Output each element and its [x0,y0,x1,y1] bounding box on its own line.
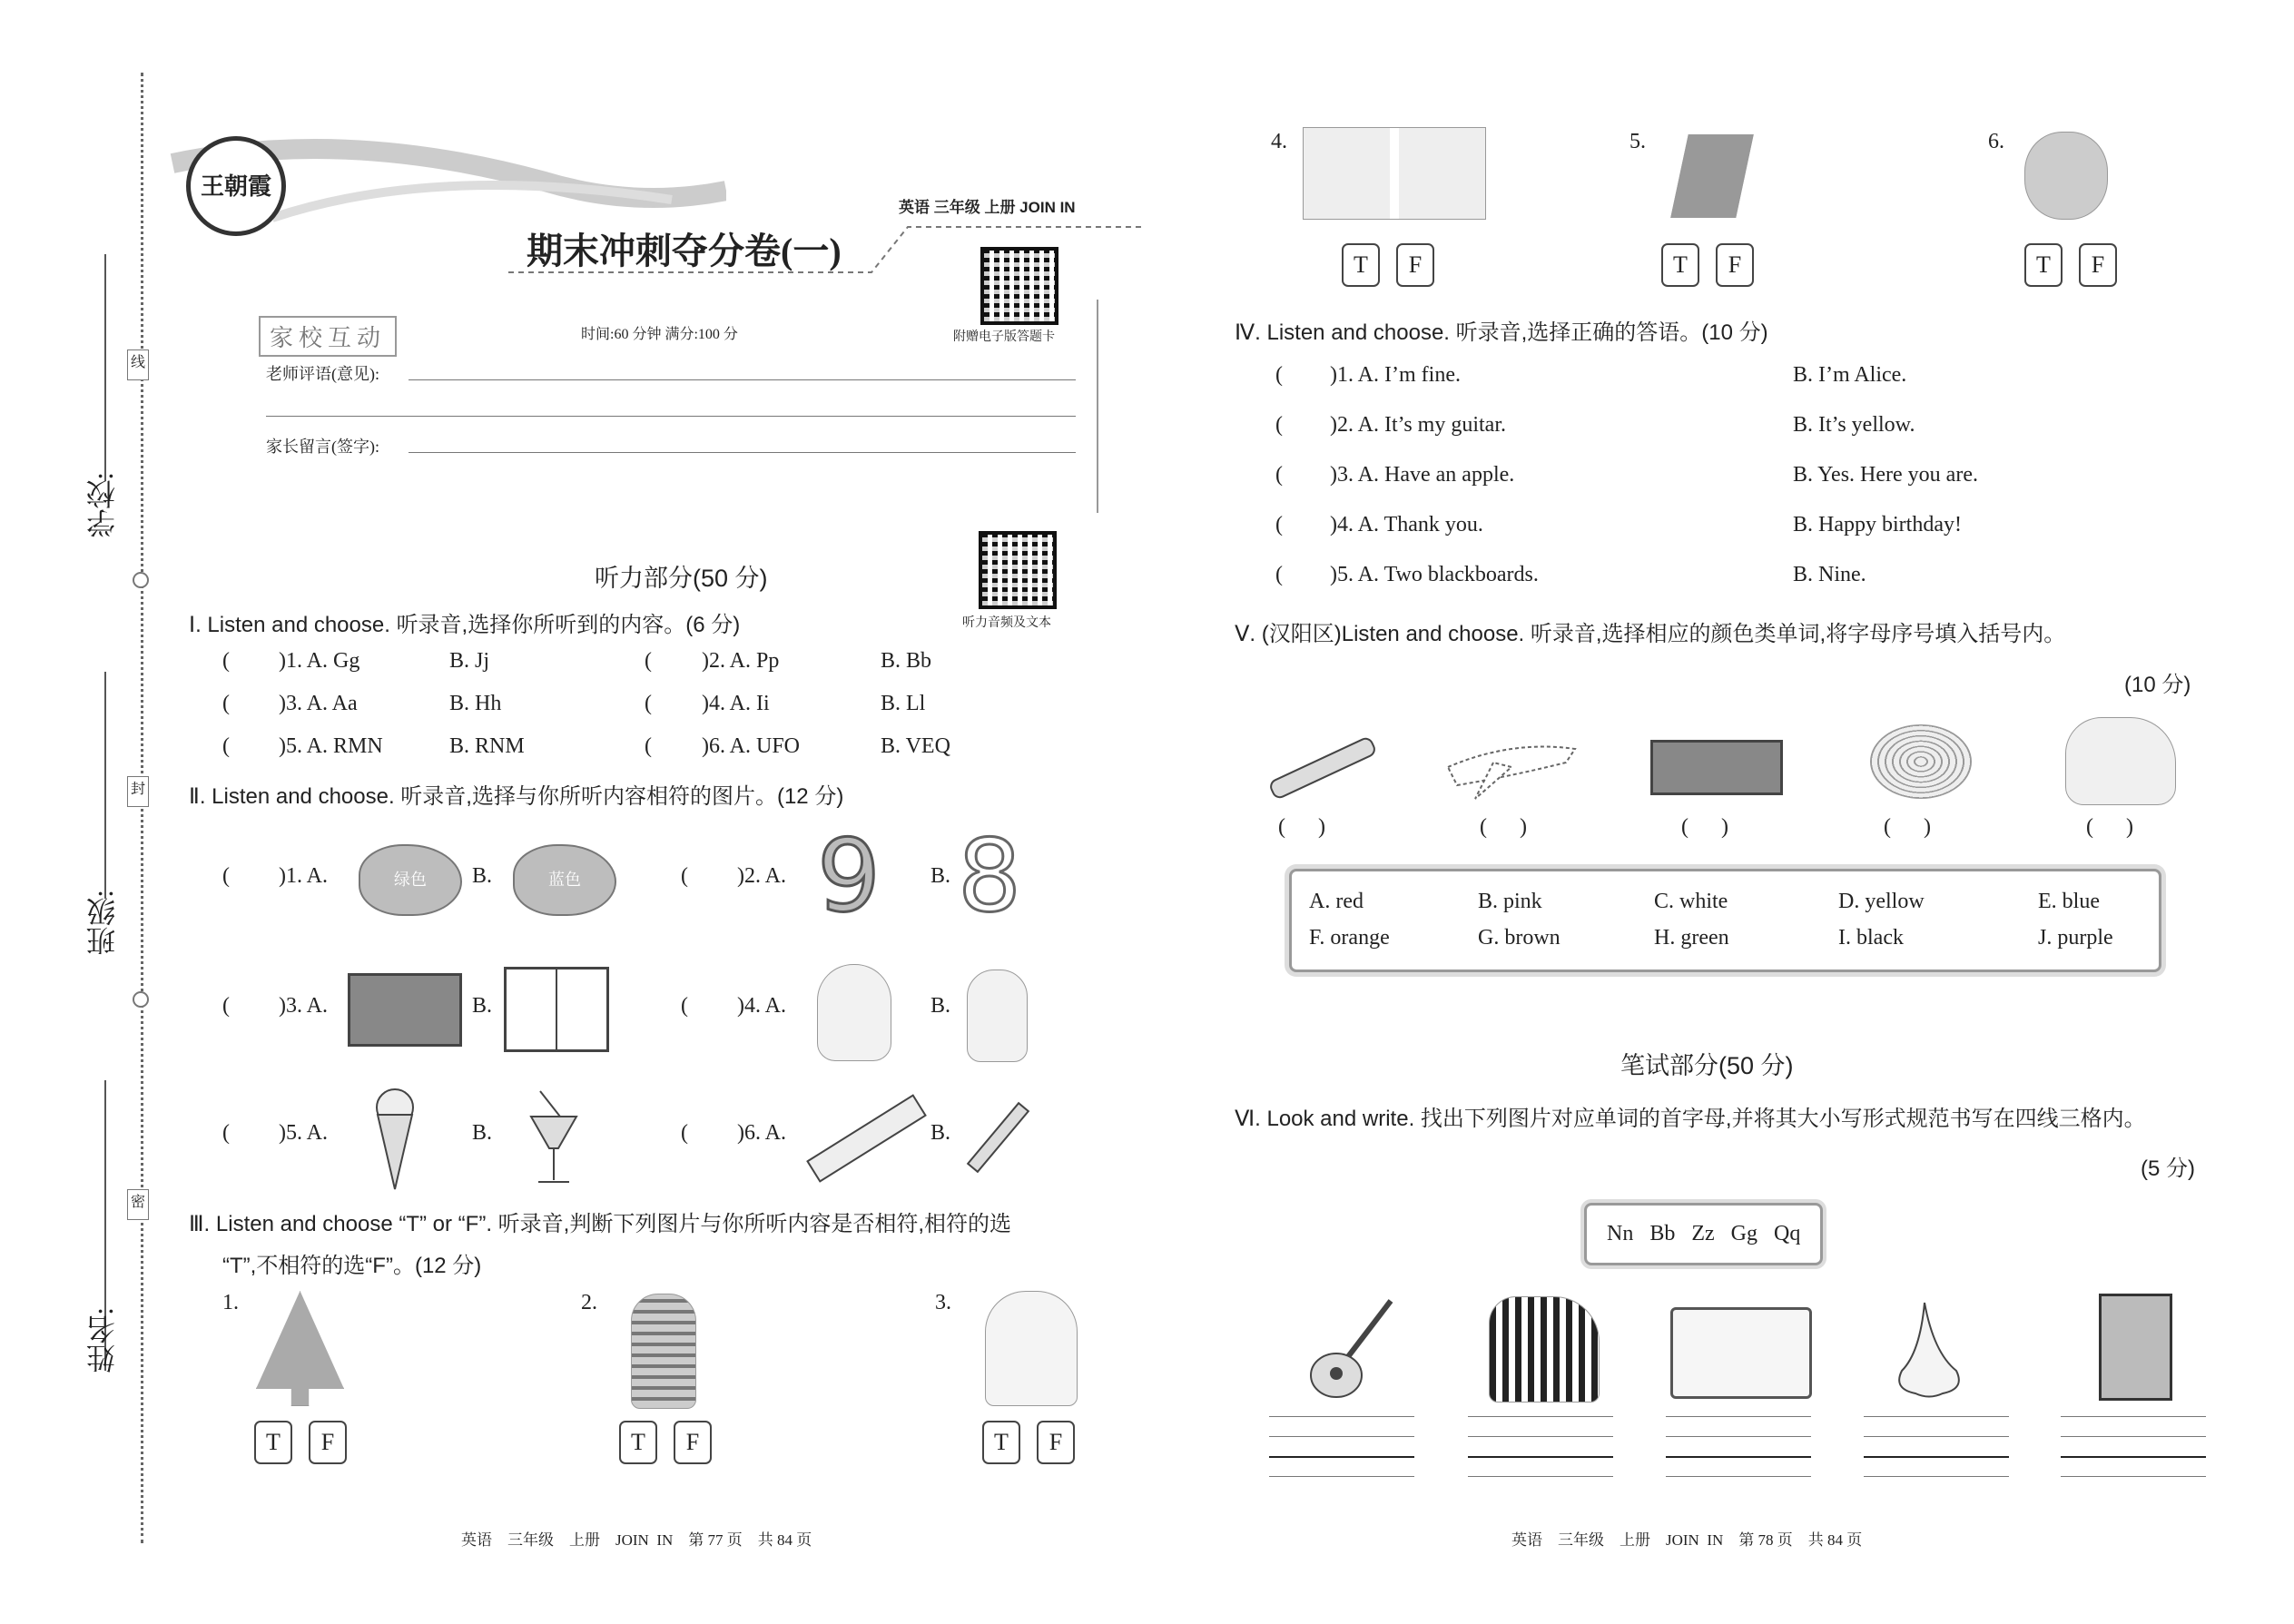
pencil-image [967,1102,1029,1173]
writing-grid-1[interactable] [1269,1416,1414,1478]
s3-num-2: 2. [581,1291,597,1314]
blackboard-image [348,973,462,1047]
name-label: 姓名: [86,1307,119,1373]
s2-q4b: B. [930,994,951,1018]
s2-q1: )1. A. [279,864,328,888]
s3-num-5: 5. [1629,130,1646,153]
s1-q5: )5. A. RMN [279,734,383,758]
juice-image [522,1089,586,1189]
s4-q5a: )5. A. Two blackboards. [1330,563,1539,586]
teacher-comment-label: 老师评语(意见): [266,365,379,383]
seal-box-1: 线 [127,349,149,380]
s4-paren-2: ( [1275,413,1283,437]
exam-title: 期末冲刺夺分卷(一) [527,231,842,271]
s1-q3: )3. A. Aa [279,692,358,715]
opt-d: D. yellow [1838,890,1925,913]
opt-j: J. purple [2038,926,2113,950]
s2-q5b: B. [472,1121,493,1145]
opt-b: B. pink [1478,890,1542,913]
writing-grid-2[interactable] [1468,1416,1613,1478]
number-nine-image: 9 [817,818,881,934]
s3-q3-false[interactable]: F [1037,1421,1075,1464]
green-label: 绿色 [394,871,427,889]
blue-label: 蓝色 [548,871,581,889]
s1-q6: )6. A. UFO [702,734,801,758]
guitar-image [1300,1294,1400,1403]
s2-paren-3: ( [222,994,230,1018]
school-label: 学校: [86,472,119,538]
s2-paren-1: ( [222,864,230,888]
s1-q4b: B. Ll [881,692,926,715]
s5-paren-3[interactable]: ( ) [1681,815,1728,839]
parent-note-label: 家长留言(签字): [266,438,379,456]
pen-image [1267,735,1378,801]
s1-q3b: B. Hh [449,692,502,715]
s1-q2: )2. A. Pp [702,649,780,673]
punch-hole-1 [133,572,149,588]
s3-q2-false[interactable]: F [674,1421,712,1464]
seal-box-3: 密 [127,1189,149,1220]
s3-q5-false[interactable]: F [1716,243,1754,287]
binding-dotted-line [141,73,143,1543]
s4-paren-3: ( [1275,463,1283,487]
qr-caption-1: 附赠电子版答题卡 [953,330,1055,344]
s2-paren-5: ( [222,1121,230,1145]
section3-title-2: “T”,不相符的选“F”。(12 分) [222,1254,482,1278]
title-dash-line [508,209,1162,290]
s4-paren-4: ( [1275,513,1283,536]
qr-caption-2: 听力音频及文本 [962,616,1051,630]
s4-q3b: B. Yes. Here you are. [1793,463,1978,487]
written-title: 笔试部分(50 分) [1620,1052,1794,1079]
s5-paren-1[interactable]: ( ) [1278,815,1325,839]
s3-q4-false[interactable]: F [1396,243,1434,287]
s1-q1: )1. A. Gg [279,649,360,673]
s4-paren-5: ( [1275,563,1283,586]
bed-image [1670,1307,1812,1399]
zebra-image [1489,1296,1600,1403]
s2-q3: )3. A. [279,994,328,1018]
s1-q1b: B. Jj [449,649,490,673]
header-frame-right [1097,300,1098,513]
s4-q2a: )2. A. It’s my guitar. [1330,413,1506,437]
opt-c: C. white [1654,890,1728,913]
blue-paint-blot [513,844,616,916]
s3-q6-true[interactable]: T [2024,243,2063,287]
s4-q1a: )1. A. I’m fine. [1330,363,1461,387]
s3-q1-true[interactable]: T [254,1421,292,1464]
s2-q5: )5. A. [279,1121,328,1145]
s2-q6b: B. [930,1121,951,1145]
section1-title: Ⅰ. Listen and choose. 听录音,选择你所听到的内容。(6 分) [189,613,741,637]
home-school-badge: 家校互动 [259,316,397,357]
s3-num-4: 4. [1271,130,1287,153]
class-label: 班级: [86,890,119,956]
s3-q3-true[interactable]: T [982,1421,1020,1464]
s2-q2: )2. A. [737,864,786,888]
snowman-image [2024,132,2108,220]
s4-q4a: )4. A. Thank you. [1330,513,1483,536]
opt-a: A. red [1309,890,1364,913]
christmas-tree-image [256,1291,344,1406]
boy-reading-image [985,1291,1078,1406]
s5-paren-4[interactable]: ( ) [1884,815,1931,839]
punch-hole-2 [133,991,149,1008]
s2-paren-6: ( [681,1121,688,1145]
s4-paren-1: ( [1275,363,1283,387]
writing-grid-3[interactable] [1666,1416,1811,1478]
s3-num-6: 6. [1988,130,2004,153]
s2-q4: )4. A. [737,994,786,1018]
dog-image [817,964,891,1061]
book-image [1650,740,1783,795]
s3-num-1: 1. [222,1291,239,1314]
section6-score: (5 分) [2141,1156,2195,1181]
s4-q3a: )3. A. Have an apple. [1330,463,1515,487]
ruler-image [806,1094,927,1182]
time-score: 时间:60 分钟 满分:100 分 [581,327,738,342]
s3-q6-false[interactable]: F [2079,243,2117,287]
s2-q3b: B. [472,994,493,1018]
s3-q2-true[interactable]: T [619,1421,657,1464]
answer-sheet-qr[interactable] [980,247,1058,325]
right-page-footer: 英语 三年级 上册 JOIN IN 第 78 页 共 84 页 [1511,1531,1863,1549]
cat-image [967,969,1028,1062]
number-eight-image: 8 [958,818,1021,934]
logo-seal [186,136,286,236]
s2-paren-4: ( [681,994,688,1018]
seal-box-2: 封 [127,776,149,807]
binding-line-2 [104,672,106,899]
s5-paren-2[interactable]: ( ) [1480,815,1527,839]
opt-g: G. brown [1478,926,1561,950]
s4-q4b: B. Happy birthday! [1793,513,1962,536]
opt-e: E. blue [2038,890,2100,913]
binding-line-1 [104,254,106,481]
queen-card-image [2099,1294,2172,1401]
s3-q5-true[interactable]: T [1661,243,1699,287]
opt-i: I. black [1838,926,1904,950]
s3-q4-true[interactable]: T [1342,243,1380,287]
left-page-footer: 英语 三年级 上册 JOIN IN 第 77 页 共 84 页 [461,1531,812,1549]
section5-score: (10 分) [2124,673,2191,697]
color-options-box [1289,869,2161,972]
nose-image [1888,1298,1970,1403]
listening-title: 听力部分(50 分) [595,565,768,592]
s1-q5b: B. RNM [449,734,525,758]
desks-image [1303,127,1486,220]
section2-title: Ⅱ. Listen and choose. 听录音,选择与你所听内容相符的图片。(12 分) [189,784,844,809]
chocolate-image [1670,134,1754,218]
s5-paren-5[interactable]: ( ) [2086,815,2133,839]
section4-title: Ⅳ. Listen and choose. 听录音,选择正确的答语。(10 分) [1235,320,1768,345]
s4-q2b: B. It’s yellow. [1793,413,1915,437]
section5-title: Ⅴ. (汉阳区)Listen and choose. 听录音,选择相应的颜色类单词,将字母序号填入括号内。 [1235,622,2066,646]
s1-q4: )4. A. Ii [702,692,770,715]
letters-box: Nn Bb Zz Gg Qq [1584,1203,1823,1265]
section3-title-1: Ⅲ. Listen and choose “T” or “F”. 听录音,判断下列图片与你所听内容是否相符,相符的选 [189,1212,1011,1236]
s2-q2b: B. [930,864,951,888]
s4-q5b: B. Nine. [1793,563,1866,586]
writing-grid-5[interactable] [2061,1416,2206,1478]
opt-f: F. orange [1309,926,1390,950]
s4-q1b: B. I’m Alice. [1793,363,1907,387]
s2-q1b: B. [472,864,493,888]
logo-text: 王朝霞 [200,173,271,200]
book-tag: 英语 三年级 上册 JOIN IN [899,199,1076,216]
opt-h: H. green [1654,926,1729,950]
teacher-line-2 [266,416,1076,417]
s1-q2b: B. Bb [881,649,932,673]
kitten-image [2065,717,2176,805]
s2-q6: )6. A. [737,1121,786,1145]
s1-q6b: B. VEQ [881,734,950,758]
s3-q1-false[interactable]: F [309,1421,347,1464]
parent-line [409,452,1076,453]
s3-num-3: 3. [935,1291,951,1314]
plane-image [1439,713,1584,803]
writing-grid-4[interactable] [1864,1416,2009,1478]
snail-image [1870,724,1972,799]
ice-cream-image [372,1088,418,1192]
tiger-image [631,1294,696,1409]
section6-title: Ⅵ. Look and write. 找出下列图片对应单词的首字母,并将其大小写形式规范书写在四线三格内。 [1235,1107,2146,1131]
window-image [504,967,609,1052]
teacher-line-1 [409,379,1076,380]
s2-paren-2: ( [681,864,688,888]
green-paint-blot [359,844,462,916]
audio-qr[interactable] [979,531,1057,609]
